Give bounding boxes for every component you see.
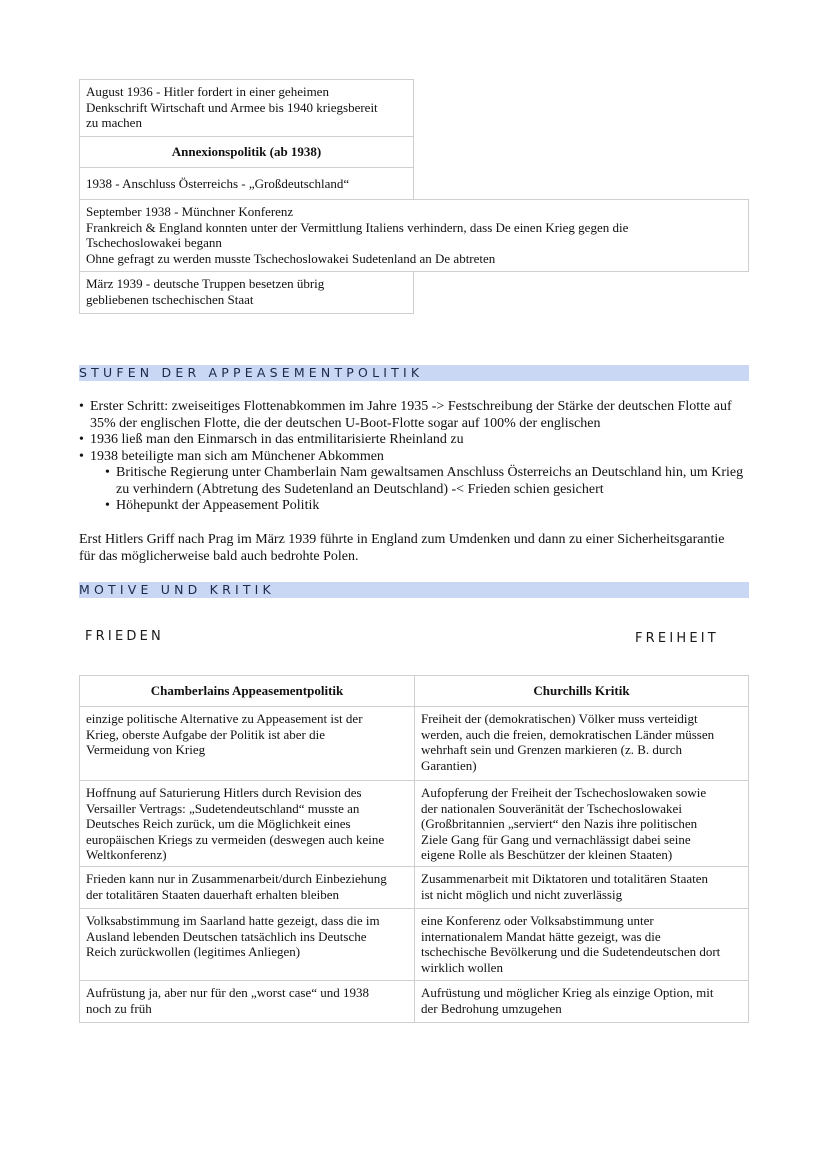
table-cell: eine Konferenz oder Volksabstimmung unter internationalem Mandat hätte gezeigt, was die tschechische Bevölkerung und die Sudetendeutschen dort wirklich wollen [414,908,749,981]
section-heading-stufen: STUFEN DER APPEASEMENTPOLITIK [79,365,424,380]
timeline-cell-muenchen: September 1938 - Münchner Konferenz Frankreich & England konnten unter der Vermittlung Italiens verhindern, dass De einen Krieg gegen die Tschechoslowakei begann Ohne gefragt zu werden musste Tschechoslowakei Sudetenland an De abtreten [79,199,749,272]
table-cell: Aufopferung der Freiheit der Tschechoslowaken sowie der nationalen Souveränität der Tschechoslowakei (Großbritannien „serviert“ den Nazis ihre politischen Ziele Gang für Gang und vernachlässigt dabei seine eigene Rolle als Beschützer der kleinen Staaten) [414,780,749,867]
appeasement-bullet-list [79,399,759,515]
table-cell: Zusammenarbeit mit Diktatoren und totalitären Staaten ist nicht möglich und nicht zuverlässig [414,866,749,909]
summary-paragraph: Erst Hitlers Griff nach Prag im März 1939 führte in England zum Umdenken und dann zu einer Sicherheitsgarantie für das möglicherweise bald auch bedrohte Polen. [79,532,725,564]
list-item: • Britische Regierung unter Chamberlain Nam gewaltsamen Anschluss Österreichs an Deutschland hin, um Krieg zu verhindern (Abtretung des Sudetenland an Deutschland) -< Frieden schien gesichert [105,465,759,498]
table-cell: Hoffnung auf Saturierung Hitlers durch Revision des Versailler Vertrags: „Sudetendeutschland“ musste an Deutsches Reich zurück, um die Möglichkeit eines europäischen Kriegs zu vermeiden (deswegen auch keine Weltkonferenz) [79,780,415,867]
timeline-subheading: Annexionspolitik (ab 1938) [79,136,414,168]
list-item: • Höhepunkt der Appeasement Politik [105,498,759,515]
table-cell: Volksabstimmung im Saarland hatte gezeigt, dass die im Ausland lebenden Deutschen tatsächlich ins Deutsche Reich zurückwollen (legitimes Anliegen) [79,908,415,981]
list-item: • Erster Schritt: zweiseitiges Flottenabkommen im Jahre 1935 -> Festschreibung der Stärke der deutschen Flotte auf 35% der englischen Flotte, die der deutschen U-Boot-Flotte sogar auf 100% der englischen [79,399,759,432]
table-cell: Aufrüstung und möglicher Krieg als einzige Option, mit der Bedrohung umzugehen [414,980,749,1023]
list-item: • 1936 ließ man den Einmarsch in das entmilitarisierte Rheinland zu [79,432,759,449]
list-item: • 1938 beteiligte man sich am Münchener Abkommen [79,449,759,466]
table-header-chamberlain: Chamberlains Appeasementpolitik [79,675,415,707]
label-freiheit: FREIHEIT [635,631,719,646]
timeline-cell-anschluss: 1938 - Anschluss Österreichs - „Großdeutschland“ [79,167,414,200]
table-header-churchill: Churchills Kritik [414,675,749,707]
table-cell: einzige politische Alternative zu Appeasement ist der Krieg, oberste Aufgabe der Politik ist aber die Vermeidung von Krieg [79,706,415,781]
timeline-cell-1936: August 1936 - Hitler fordert in einer geheimen Denkschrift Wirtschaft und Armee bis 1940 kriegsbereit zu machen [79,79,414,137]
timeline-cell-1939: März 1939 - deutsche Truppen besetzen übrig gebliebenen tschechischen Staat [79,271,414,314]
table-cell: Frieden kann nur in Zusammenarbeit/durch Einbeziehung der totalitären Staaten dauerhaft erhalten bleiben [79,866,415,909]
table-cell: Freiheit der (demokratischen) Völker muss verteidigt werden, auch die freien, demokratischen Länder müssen wehrhaft sein und Grenzen markieren (z. B. durch Garantien) [414,706,749,781]
section-heading-motive: MOTIVE UND KRITIK [79,582,275,597]
table-cell: Aufrüstung ja, aber nur für den „worst case“ und 1938 noch zu früh [79,980,415,1023]
label-frieden: FRIEDEN [85,629,164,644]
